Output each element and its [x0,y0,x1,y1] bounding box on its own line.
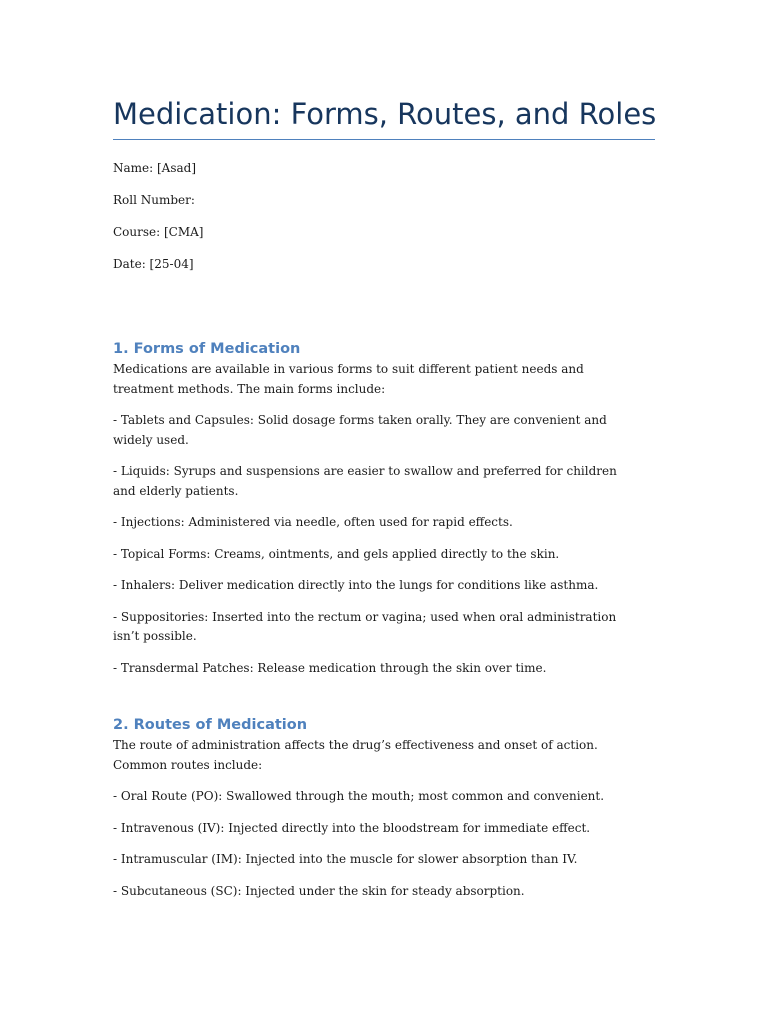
list-item: - Transdermal Patches: Release medication through the skin over time. [113,660,547,675]
title-underline [113,139,655,140]
section-forms-of-medication [113,339,643,678]
section-intro: The route of administration affects the drug’s effectiveness and onset of action. Common routes include: [113,738,598,772]
list-item: - Suppositories: Inserted into the rectum or vagina; used when oral administration isn’t possible. [113,609,617,643]
list-item: - Intramuscular (IM): Injected into the muscle for slower absorption than IV. [113,852,578,866]
list-item: - Oral Route (PO): Swallowed through the mouth; most common and convenient. [113,789,605,803]
section-routes-of-medication [113,715,643,901]
name-field: Name: [Asad] [113,161,197,175]
date-field: Date: [25-04] [113,257,194,271]
section-heading: 1. Forms of Medication [113,341,301,357]
list-item: - Intravenous (IV): Injected directly into the bloodstream for immediate effect. [113,820,591,835]
course-field: Course: [CMA] [113,225,204,239]
roll-number-field: Roll Number: [113,193,195,207]
list-item: - Liquids: Syrups and suspensions are easier to swallow and preferred for children and elderly patients. [113,464,617,498]
list-item: - Subcutaneous (SC): Injected under the skin for steady absorption. [113,883,525,898]
list-item: - Topical Forms: Creams, ointments, and gels applied directly to the skin. [113,546,560,561]
list-item: - Tablets and Capsules: Solid dosage forms taken orally. They are convenient and widely used. [113,413,607,447]
section-heading: 2. Routes of Medication [113,717,308,733]
document-title: Medication: Forms, Routes, and Roles [113,97,657,131]
section-intro: Medications are available in various forms to suit different patient needs and treatment methods. The main forms include: [113,362,584,396]
list-item: - Injections: Administered via needle, often used for rapid effects. [113,515,513,529]
list-item: - Inhalers: Deliver medication directly into the lungs for conditions like asthma. [113,578,599,592]
